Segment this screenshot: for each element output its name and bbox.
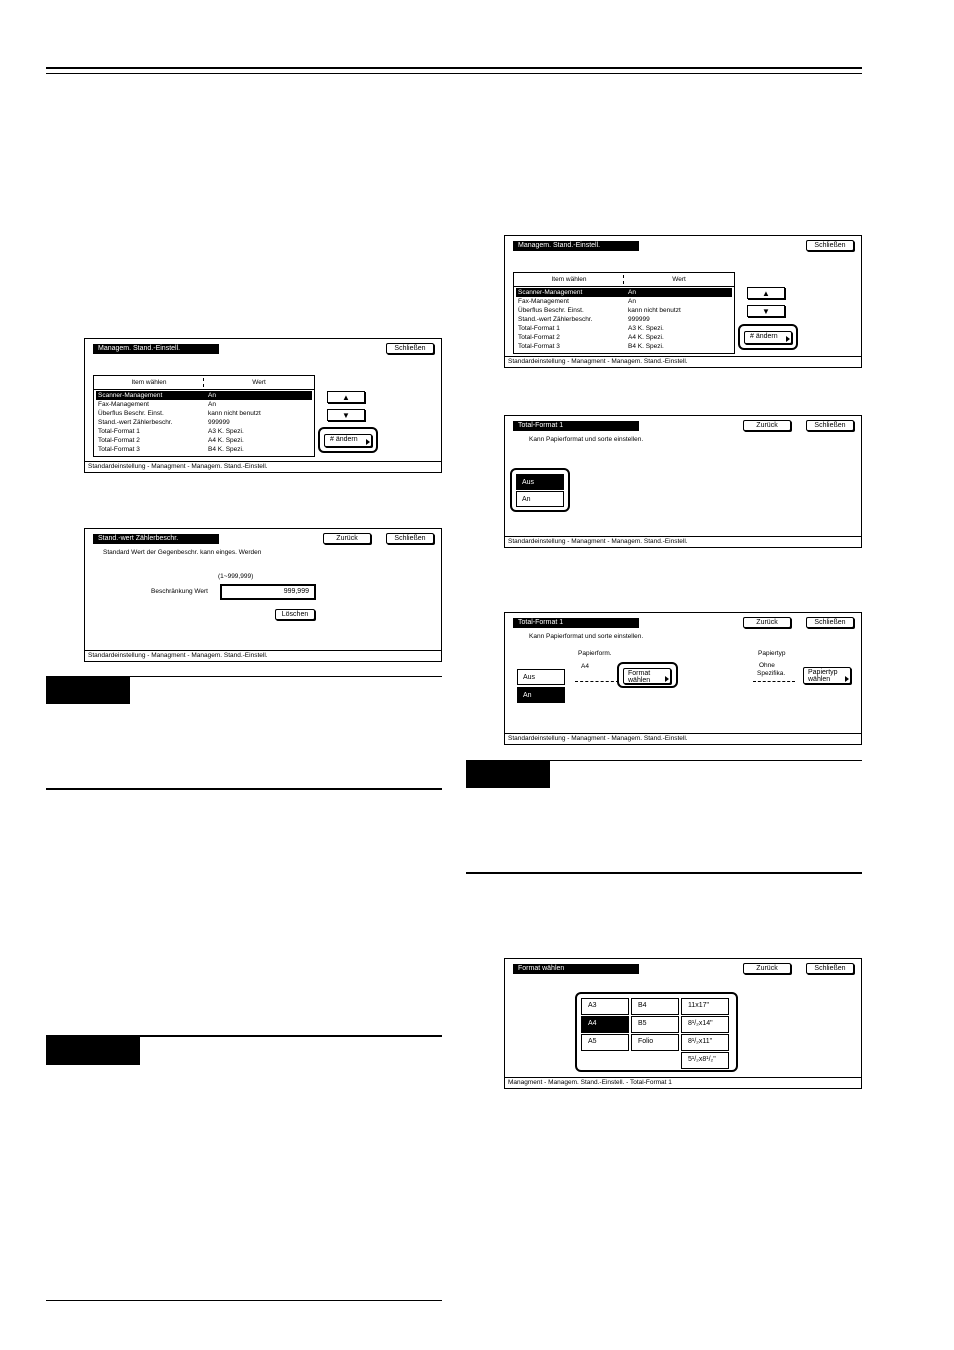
section-label-block: [46, 1035, 140, 1065]
status-bar: Standardeinstellung - Managment - Managem. Stand.-Einstell.: [85, 461, 441, 472]
change-button[interactable]: # ändern: [324, 434, 372, 447]
select-format-button[interactable]: Format wählen: [623, 668, 671, 684]
scroll-down-button[interactable]: ▼: [747, 305, 785, 317]
section-label-block: [466, 760, 550, 788]
limit-value-field[interactable]: 999,999: [220, 584, 316, 600]
size-8-5x14[interactable]: 8¹/₂x14": [681, 1016, 729, 1033]
settings-list: [513, 272, 735, 354]
panel-title: Managem. Stand.-Einstell.: [93, 344, 219, 354]
paper-type-value-line1: Ohne: [759, 662, 775, 669]
status-bar: Standardeinstellung - Managment - Managem. Stand.-Einstell.: [85, 650, 441, 661]
list-item[interactable]: Total-Format 2 A4 K. Spezi.: [98, 437, 244, 444]
paper-format-value: A4: [581, 663, 589, 670]
section-divider: [466, 872, 862, 874]
size-5-5x8-5[interactable]: 5¹/₂x8¹/₂": [681, 1052, 729, 1069]
close-button[interactable]: Schließen: [806, 240, 854, 251]
section-rule: [130, 676, 442, 677]
instruction-text: Kann Papierformat und sorte einstellen.: [529, 436, 644, 443]
section-rule: [140, 1035, 442, 1037]
panel-title: Total-Format 1: [513, 618, 639, 628]
on-option[interactable]: An: [517, 687, 565, 703]
panel-title: Total-Format 1: [513, 421, 639, 431]
list-item[interactable]: Scanner-Management An: [96, 391, 312, 400]
close-button[interactable]: Schließen: [386, 343, 434, 354]
arrow-right-icon: [366, 439, 370, 445]
arrow-right-icon: [845, 676, 849, 682]
instruction-text: Kann Papierformat und sorte einstellen.: [529, 633, 644, 640]
scroll-down-button[interactable]: ▼: [327, 409, 365, 421]
size-b5[interactable]: B5: [631, 1016, 679, 1033]
header-rule-thick: [46, 67, 862, 69]
paper-type-value-line2: Spezifika.: [757, 670, 786, 677]
col-item-header: Item wählen: [551, 276, 587, 283]
on-option[interactable]: An: [516, 491, 564, 507]
section-divider: [46, 788, 442, 790]
close-button[interactable]: Schließen: [806, 617, 854, 628]
clear-button[interactable]: Löschen: [275, 609, 315, 620]
arrow-right-icon: [786, 336, 790, 342]
list-header: [514, 273, 734, 287]
panel-stand-wert-zaehlerbeschr: [84, 528, 442, 662]
size-11x17[interactable]: 11x17": [681, 998, 729, 1015]
scroll-up-button[interactable]: ▲: [747, 287, 785, 299]
paper-type-label: Papiertyp: [758, 650, 786, 657]
status-bar: Standardeinstellung - Managment - Managem. Stand.-Einstell.: [505, 356, 861, 367]
size-8-5x11[interactable]: 8¹/₂x11": [681, 1034, 729, 1051]
list-item[interactable]: Total-Format 2 A4 K. Spezi.: [518, 334, 664, 341]
panel-total-format-1-off: [504, 415, 862, 548]
list-item[interactable]: Überflus Beschr. Einst. kann nicht benutzt: [98, 410, 261, 417]
panel-title: Stand.-wert Zählerbeschr.: [93, 534, 219, 544]
paper-format-label: Papierform.: [578, 650, 612, 657]
select-paper-type-button[interactable]: Papiertyp wählen: [803, 667, 851, 684]
section-label-block: [46, 676, 130, 704]
list-header: [94, 376, 314, 390]
size-folio[interactable]: Folio: [631, 1034, 679, 1051]
list-item[interactable]: Scanner-Management An: [516, 288, 732, 297]
list-item[interactable]: Total-Format 1 A3 K. Spezi.: [518, 325, 664, 332]
back-button[interactable]: Zurück: [743, 420, 791, 431]
format-button-highlight: [617, 662, 678, 688]
panel-format-waehlen: [504, 958, 862, 1089]
settings-list: [93, 375, 315, 457]
size-a3[interactable]: A3: [581, 998, 629, 1015]
scroll-up-button[interactable]: ▲: [327, 391, 365, 403]
list-item[interactable]: Total-Format 3 B4 K. Spezi.: [98, 446, 244, 453]
list-item[interactable]: Fax-Management An: [98, 401, 216, 408]
list-item[interactable]: Total-Format 3 B4 K. Spezi.: [518, 343, 664, 350]
back-button[interactable]: Zurück: [323, 533, 371, 544]
change-button-highlight: [738, 324, 798, 350]
panel-total-format-1-on: [504, 612, 862, 745]
header-rule-thin: [46, 73, 862, 74]
status-bar: Standardeinstellung - Managment - Managem. Stand.-Einstell.: [505, 733, 861, 744]
limit-value-label: Beschränkung Wert: [151, 588, 208, 595]
panel-title: Managem. Stand.-Einstell.: [513, 241, 639, 251]
list-item[interactable]: Fax-Management An: [518, 298, 636, 305]
instruction-text: Standard Wert der Gegenbeschr. kann einges. Werden: [103, 549, 262, 556]
list-item[interactable]: Stand.-wert Zählerbeschr. 999999: [518, 316, 650, 323]
section-rule: [550, 760, 862, 761]
panel-title: Format wählen: [513, 964, 639, 974]
list-item[interactable]: Total-Format 1 A3 K. Spezi.: [98, 428, 244, 435]
list-item[interactable]: Überflus Beschr. Einst. kann nicht benutzt: [518, 307, 681, 314]
off-option[interactable]: Aus: [517, 669, 565, 685]
status-bar: Standardeinstellung - Managment - Managem. Stand.-Einstell.: [505, 536, 861, 547]
change-button-highlight: [318, 427, 378, 453]
size-b4[interactable]: B4: [631, 998, 679, 1015]
status-bar: Managment - Managem. Stand.-Einstell. - Total-Format 1: [505, 1077, 861, 1088]
paper-format-leader: [575, 681, 619, 682]
off-option[interactable]: Aus: [516, 474, 564, 490]
paper-type-leader: [753, 681, 795, 682]
size-grid-frame: [575, 992, 738, 1072]
onoff-highlight: [510, 468, 570, 512]
list-item[interactable]: Stand.-wert Zählerbeschr. 999999: [98, 419, 230, 426]
panel-managem-stand-einstell-right: [504, 235, 862, 368]
panel-managem-stand-einstell-left: [84, 338, 442, 473]
back-button[interactable]: Zurück: [743, 963, 791, 974]
col-value-header: Wert: [252, 379, 266, 386]
arrow-right-icon: [665, 676, 669, 682]
footer-rule: [46, 1300, 442, 1301]
col-item-header: Item wählen: [131, 379, 167, 386]
close-button[interactable]: Schließen: [386, 533, 434, 544]
close-button[interactable]: Schließen: [806, 963, 854, 974]
col-value-header: Wert: [672, 276, 686, 283]
close-button[interactable]: Schließen: [806, 420, 854, 431]
back-button[interactable]: Zurück: [743, 617, 791, 628]
size-a4[interactable]: A4: [581, 1016, 629, 1033]
change-button[interactable]: # ändern: [744, 331, 792, 344]
size-a5[interactable]: A5: [581, 1034, 629, 1051]
range-text: (1~999,999): [218, 573, 254, 580]
